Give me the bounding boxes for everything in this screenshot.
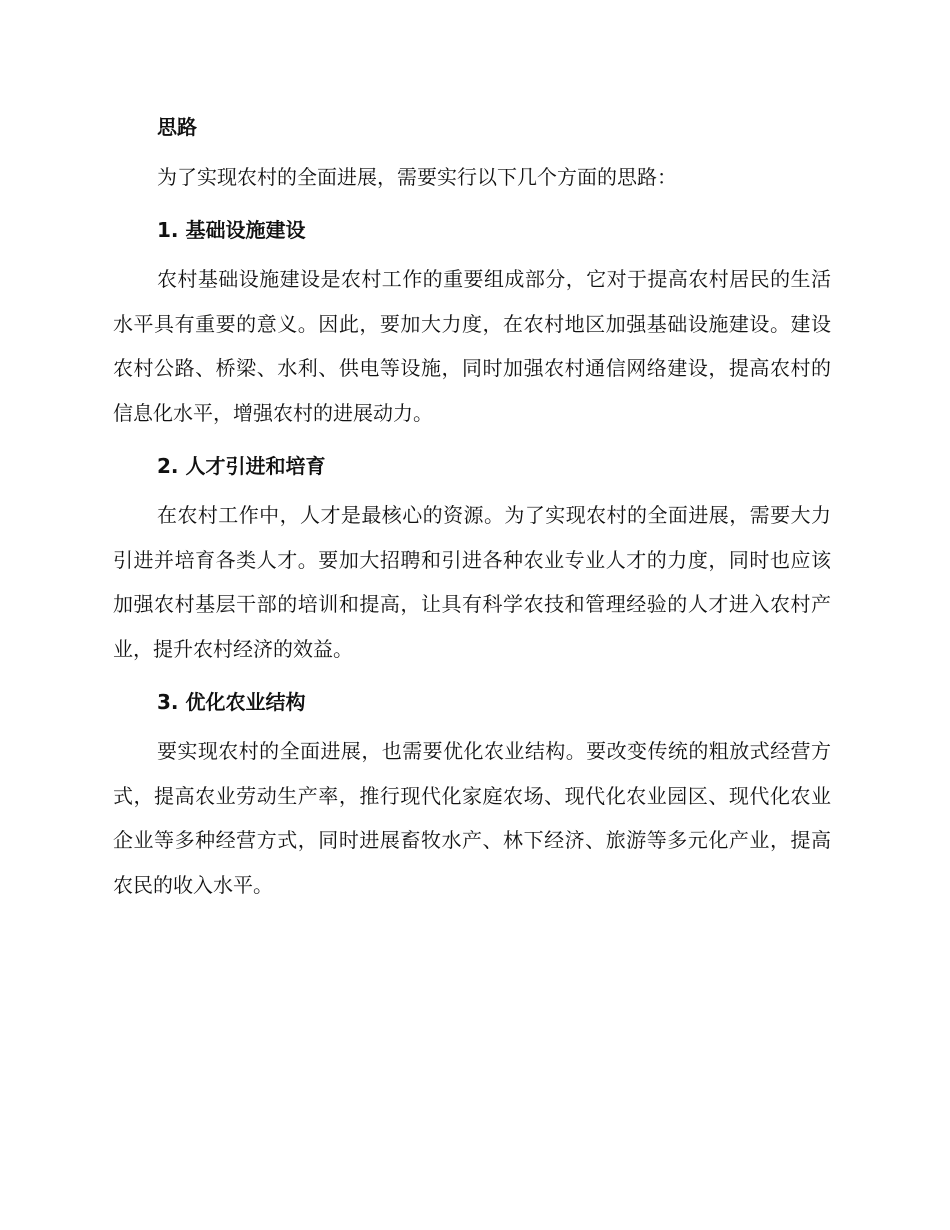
- section-body-infrastructure: 农村基础设施建设是农村工作的重要组成部分，它对于提高农村居民的生活水平具有重要的意义。因此，要加大力度，在农村地区加强基础设施建设。建设农村公路、桥梁、水利、供电等设施，同时加强农村通信网络建设，提高农村的信息化水平，增强农村的进展动力。: [113, 267, 831, 425]
- section-body-talent: 在农村工作中，人才是最核心的资源。为了实现农村的全面进展，需要大力引进并培育各类人才。要加大招聘和引进各种农业专业人才的力度，同时也应该加强农村基层干部的培训和提高，让具有科学农技和管理经验的人才进入农村产业，提升农村经济的效益。: [113, 503, 831, 661]
- document-title: 思路: [157, 115, 197, 139]
- intro-paragraph: 为了实现农村的全面进展，需要实行以下几个方面的思路：: [157, 165, 677, 189]
- section-heading-talent: 2. 人才引进和培育: [157, 454, 326, 478]
- section-body-agriculture-structure: 要实现农村的全面进展，也需要优化农业结构。要改变传统的粗放式经营方式，提高农业劳动生产率，推行现代化家庭农场、现代化农业园区、现代化农业企业等多种经营方式，同时进展畜牧水产、林下经济、旅游等多元化产业，提高农民的收入水平。: [113, 739, 831, 897]
- section-heading-agriculture-structure: 3. 优化农业结构: [157, 690, 306, 714]
- section-heading-infrastructure: 1. 基础设施建设: [157, 218, 306, 242]
- document-content: [113, 112, 831, 907]
